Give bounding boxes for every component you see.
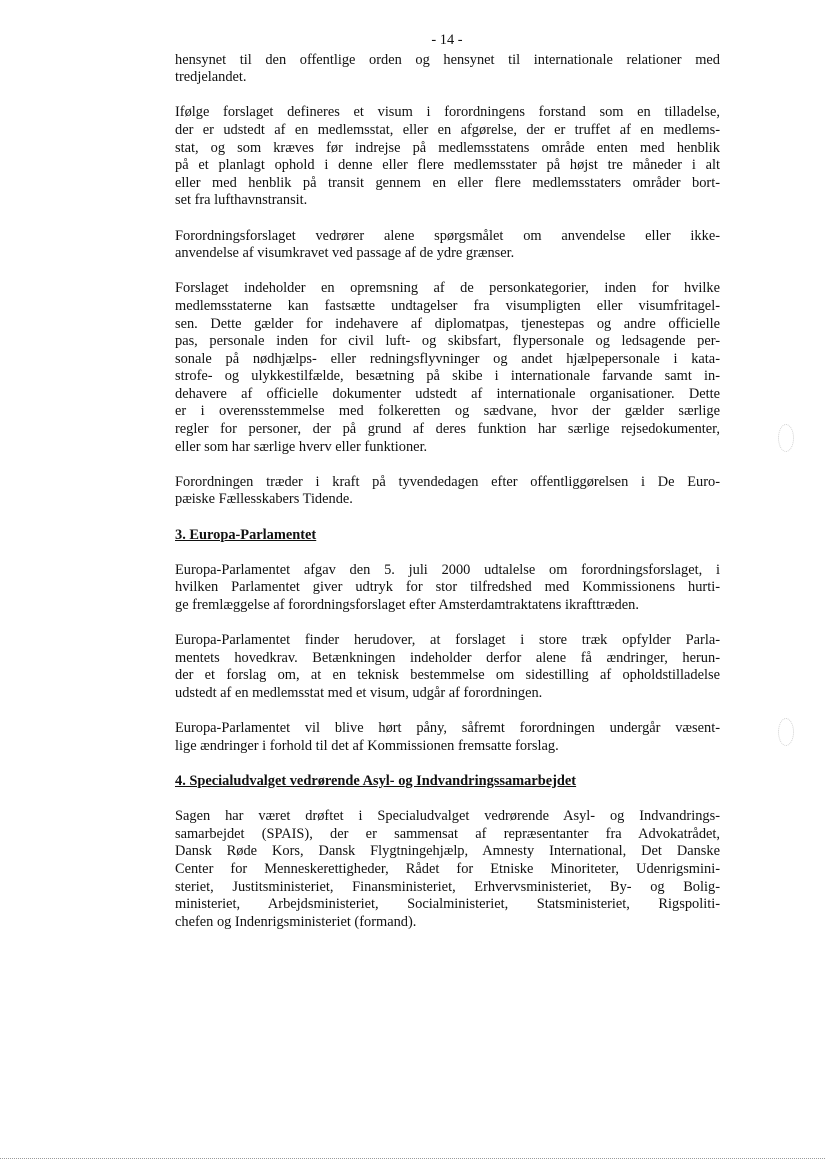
- text-line: pæiske Fællesskabers Tidende.: [175, 491, 353, 508]
- text-line: Forordningsforslaget vedrører alene spørgsmålet om anvendelse eller ikke-: [175, 227, 720, 244]
- text-line: Europa-Parlamentet afgav den 5. juli 2000 udtalelse om forordningsforslaget, i: [175, 561, 720, 578]
- text-line: Europa-Parlamentet finder herudover, at forslaget i store træk opfylder Parla-: [175, 632, 720, 649]
- text-line: eller med henblik på transit gennem en eller flere medlemsstaters områder bort-: [175, 174, 720, 191]
- text-line: regler for personer, der på grund af deres funktion har særlige rejsedokumenter,: [175, 421, 720, 438]
- text-line: samarbejdet (SPAIS), der er sammensat af repræsentanter fra Advokatrådet,: [175, 825, 720, 842]
- text-line: stat, og som kræves før indrejse på medlemsstatens område enten med henblik: [175, 139, 720, 156]
- text-line: tredjelandet.: [175, 69, 247, 86]
- text-line: mentets hovedkrav. Betænkningen indeholder derfor alene få ændringer, herun-: [175, 649, 720, 666]
- section-heading: 4. Specialudvalget vedrørende Asyl- og Indvandringssamarbejdet: [175, 772, 577, 789]
- text-line: Forslaget indeholder en opremsning af de personkategorier, inden for hvilke: [175, 280, 720, 297]
- text-line: er i overensstemmelse med folkeretten og sædvane, hvor der gælder særlige: [175, 403, 720, 420]
- text-line: der et forslag om, at en teknisk bestemmelse om sidestilling af opholdstilladelse: [175, 667, 720, 684]
- text-line: strofe- og ulykkestilfælde, besætning på skibe i internationale farvande samt in-: [175, 368, 720, 385]
- paragraph: [175, 808, 720, 931]
- text-line: Europa-Parlamentet vil blive hørt påny, såfremt forordningen undergår væsent-: [175, 720, 720, 737]
- text-line: sen. Dette gælder for indehavere af diplomatpas, tjenestepas og andre officielle: [175, 315, 720, 332]
- document-page: [175, 32, 720, 949]
- paragraph: [175, 632, 720, 702]
- text-line: Center for Menneskerettigheder, Rådet for Etniske Minoriteter, Udenrigsmini-: [175, 860, 720, 877]
- text-line: hensynet til den offentlige orden og hensynet til internationale relationer med: [175, 51, 720, 68]
- text-line: hvilken Parlamentet giver udtryk for stor tilfredshed med Kommissionens hurti-: [175, 579, 720, 596]
- punch-hole-mark: [778, 718, 794, 746]
- text-line: eller som har særlige hverv eller funktioner.: [175, 438, 428, 455]
- punch-hole-mark: [778, 424, 794, 452]
- text-line: pas, personale inden for civil luft- og skibsfart, flypersonale og ledsagende per-: [175, 333, 720, 350]
- text-line: set fra lufthavnstransit.: [175, 192, 308, 209]
- text-line: lige ændringer i forhold til det af Kommissionen fremsatte forslag.: [175, 737, 559, 754]
- text-line: ministeriet, Arbejdsministeriet, Socialministeriet, Statsministeriet, Rigspoliti-: [175, 896, 720, 913]
- text-line: Dansk Røde Kors, Dansk Flygtningehjælp, Amnesty International, Det Danske: [175, 843, 720, 860]
- text-line: sonale på nødhjælps- eller redningsflyvninger og andet hjælpepersonale i kata-: [175, 350, 720, 367]
- text-line: ge fremlæggelse af forordningsforslaget efter Amsterdamtraktatens ikrafttræden.: [175, 597, 639, 613]
- paragraph: [175, 720, 720, 755]
- paragraph: [175, 52, 720, 87]
- document-body: [175, 52, 720, 932]
- paragraph: [175, 104, 720, 210]
- text-line: Forordningen træder i kraft på tyvendedagen efter offentliggørelsen i De Euro-: [175, 473, 720, 490]
- paragraph: [175, 562, 720, 615]
- text-line: medlemsstaterne kan fastsætte undtagelser fra visumpligten eller visumfritagel-: [175, 297, 720, 314]
- text-line: chefen og Indenrigsministeriet (formand).: [175, 913, 417, 930]
- text-line: Sagen har været drøftet i Specialudvalget vedrørende Asyl- og Indvandrings-: [175, 808, 720, 825]
- text-line: udstedt af en medlemsstat med et visum, udgår af forordningen.: [175, 684, 543, 701]
- page-number: - 14 -: [431, 32, 463, 48]
- section-heading: 3. Europa-Parlamentet: [175, 526, 317, 543]
- text-line: dehavere af officielle dokumenter udstedt af internationale organisationer. Dette: [175, 385, 720, 402]
- scan-edge-line: [0, 1158, 825, 1160]
- text-line: anvendelse af visumkravet ved passage af de ydre grænser.: [175, 245, 515, 262]
- paragraph: [175, 280, 720, 456]
- paragraph: [175, 228, 720, 263]
- text-line: steriet, Justitsministeriet, Finansministeriet, Erhvervsministeriet, By- og Bolig-: [175, 878, 720, 895]
- text-line: Ifølge forslaget defineres et visum i forordningens forstand som en tilladelse,: [175, 104, 720, 121]
- text-line: på et planlagt ophold i denne eller flere medlemsstater på højst tre måneder i alt: [175, 157, 720, 174]
- text-line: der er udstedt af en medlemsstat, eller en afgørelse, der er truffet af en medlems-: [175, 121, 720, 138]
- paragraph: [175, 474, 720, 509]
